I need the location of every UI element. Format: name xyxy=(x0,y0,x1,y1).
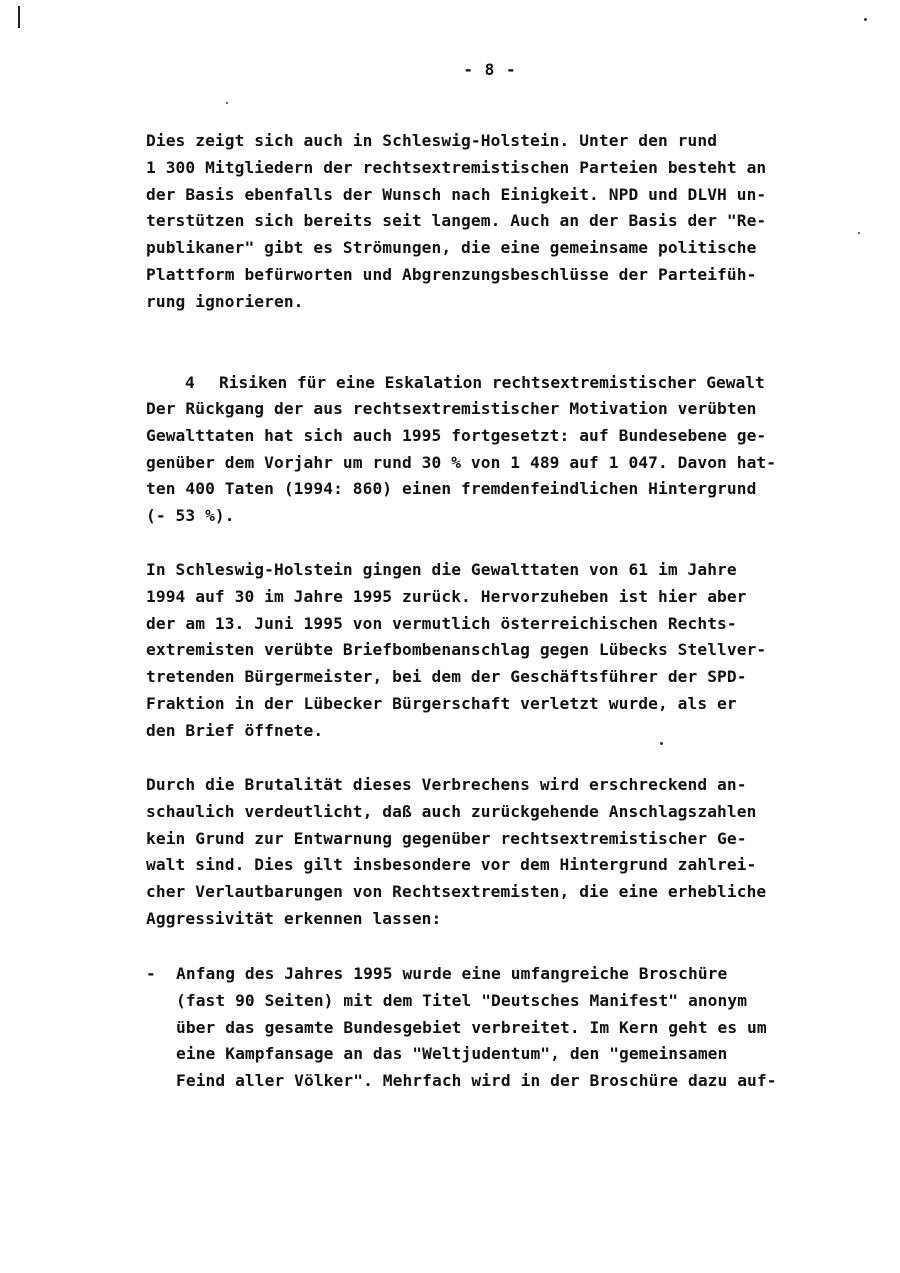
text-line: In Schleswig-Holstein gingen die Gewalttaten von 61 im Jahre xyxy=(146,560,737,579)
text-line: Feind aller Völker". Mehrfach wird in der Broschüre dazu auf- xyxy=(176,1071,777,1091)
text-line: (fast 90 Seiten) mit dem Titel "Deutsches Manifest" anonym xyxy=(176,990,748,1010)
text-line: der am 13. Juni 1995 von vermutlich österreichischen Rechts- xyxy=(146,613,737,633)
list-dash: - xyxy=(146,964,156,983)
text-line: Aggressivität erkennen lassen: xyxy=(146,908,442,928)
text-line: ten 400 Taten (1994: 860) einen fremdenfeindlichen Hintergrund xyxy=(146,479,757,499)
scan-speck xyxy=(660,742,663,745)
scan-speck xyxy=(864,18,867,21)
section-title: Risiken für eine Eskalation rechtsextremistischer Gewalt xyxy=(218,372,765,392)
text-line: 1 300 Mitgliedern der rechtsextremistischen Parteien besteht an xyxy=(146,157,767,177)
paragraph-4 xyxy=(146,772,846,933)
text-line: 1994 auf 30 im Jahre 1995 zurück. Hervorzuheben ist hier aber xyxy=(146,586,747,606)
scan-mark xyxy=(18,6,20,28)
text-line: walt sind. Dies gilt insbesondere vor dem Hintergrund zahlrei- xyxy=(146,855,757,875)
text-line: den Brief öffnete. xyxy=(146,720,324,740)
text-line: Gewalttaten hat sich auch 1995 fortgesetzt: auf Bundesebene ge- xyxy=(146,425,767,445)
text-line: extremisten verübte Briefbombenanschlag gegen Lübecks Stellver- xyxy=(146,640,767,660)
text-line: eine Kampfansage an das "Weltjudentum", den "gemeinsamen xyxy=(176,1044,728,1064)
list-item-text xyxy=(176,961,777,1095)
text-line: schaulich verdeutlicht, daß auch zurückgehende Anschlagszahlen xyxy=(146,801,757,821)
text-line: kein Grund zur Entwarnung gegenüber rechtsextremistischer Ge- xyxy=(146,828,747,848)
scan-speck xyxy=(226,102,228,104)
text-line: Plattform befürworten und Abgrenzungsbeschlüsse der Parteifüh- xyxy=(146,264,757,284)
text-line: terstützen sich bereits seit langem. Auch an der Basis der "Re- xyxy=(146,211,767,231)
text-line: Anfang des Jahres 1995 wurde eine umfangreiche Broschüre xyxy=(176,964,728,983)
paragraph-2 xyxy=(146,396,846,530)
text-line: Fraktion in der Lübecker Bürgerschaft verletzt wurde, als er xyxy=(146,693,737,713)
text-line: über das gesamte Bundesgebiet verbreitet. Im Kern geht es um xyxy=(176,1017,767,1037)
text-line: rung ignorieren. xyxy=(146,291,304,311)
scan-speck xyxy=(858,232,860,234)
text-line: Dies zeigt sich auch in Schleswig-Holstein. Unter den rund xyxy=(146,131,718,150)
section-number: 4 xyxy=(184,372,195,392)
text-line: Durch die Brutalität dieses Verbrechens wird erschreckend an- xyxy=(146,775,747,794)
text-line: der Basis ebenfalls der Wunsch nach Einigkeit. NPD und DLVH un- xyxy=(146,184,767,204)
text-line: genüber dem Vorjahr um rund 30 % von 1 489 auf 1 047. Davon hat- xyxy=(146,452,777,472)
text-line: Der Rückgang der aus rechtsextremistischer Motivation verübten xyxy=(146,399,757,418)
paragraph-3 xyxy=(146,557,846,745)
text-line: publikaner" gibt es Strömungen, die eine gemeinsame politische xyxy=(146,238,757,258)
paragraph-1 xyxy=(146,128,846,316)
text-line: cher Verlautbarungen von Rechtsextremisten, die eine erhebliche xyxy=(146,882,767,902)
text-line: (- 53 %). xyxy=(146,506,235,526)
text-line: tretenden Bürgermeister, bei dem der Geschäftsführer der SPD- xyxy=(146,667,747,687)
page-number: - 8 - xyxy=(463,60,517,79)
